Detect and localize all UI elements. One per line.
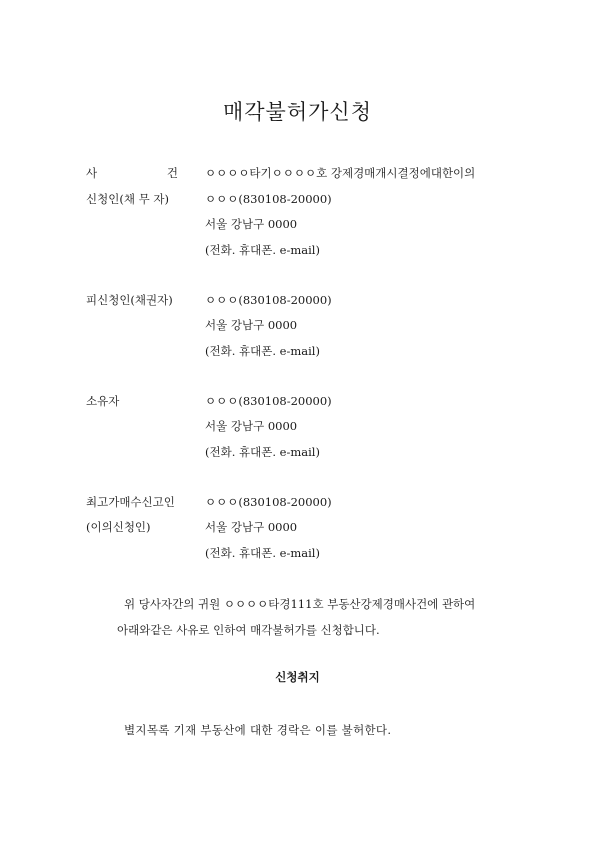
bidder-contact: (전화. 휴대폰. e-mail) <box>205 545 320 560</box>
applicant-contact-row <box>86 237 526 263</box>
respondent-label: 피신청인(채권자) <box>86 292 173 307</box>
bidder-label-secondary: (이의신청인) <box>86 520 151 535</box>
bidder-address-row <box>86 515 526 541</box>
case-row <box>86 160 526 186</box>
applicant-section <box>86 186 526 263</box>
applicant-name: ㅇㅇㅇ(830108-20000) <box>205 191 332 206</box>
owner-name-row <box>86 388 526 414</box>
applicant-address-row <box>86 212 526 238</box>
owner-label: 소유자 <box>86 393 120 408</box>
purpose-text: 별지목록 기재 부동산에 대한 경락은 이를 불허한다. <box>124 723 392 737</box>
owner-address-row <box>86 414 526 440</box>
respondent-address: 서울 강남구 0000 <box>205 318 298 333</box>
owner-name: ㅇㅇㅇ(830108-20000) <box>205 393 332 408</box>
respondent-name-row <box>86 287 526 313</box>
respondent-name: ㅇㅇㅇ(830108-20000) <box>205 292 332 307</box>
respondent-contact: (전화. 휴대폰. e-mail) <box>205 343 320 358</box>
case-label-part-1: 사 <box>86 165 98 180</box>
document-title: 매각불허가신청 <box>222 100 372 124</box>
intro-line-2: 아래와같은 사유로 인하여 매각불허가를 신청합니다. <box>117 623 380 637</box>
case-section <box>86 160 526 186</box>
bidder-name: ㅇㅇㅇ(830108-20000) <box>205 494 332 509</box>
bidder-contact-row <box>86 540 526 566</box>
purpose-heading: 신청취지 <box>275 670 320 684</box>
intro-line-1: 위 당사자간의 귀원 ㅇㅇㅇㅇ타경111호 부동산강제경매사건에 관하여 <box>124 597 476 611</box>
owner-contact-row <box>86 439 526 465</box>
case-label-part-2: 건 <box>166 165 178 180</box>
bidder-label: 최고가매수신고인 <box>86 494 175 509</box>
applicant-contact: (전화. 휴대폰. e-mail) <box>205 242 320 257</box>
bidder-name-row <box>86 489 526 515</box>
owner-section <box>86 388 526 465</box>
applicant-label: 신청인(채 무 자) <box>86 191 169 206</box>
respondent-contact-row <box>86 338 526 364</box>
applicant-name-row <box>86 186 526 212</box>
case-value: ㅇㅇㅇㅇ타기ㅇㅇㅇㅇ호 강제경매개시결정에대한이의 <box>205 165 476 180</box>
bidder-section <box>86 489 526 566</box>
owner-address: 서울 강남구 0000 <box>205 419 298 434</box>
case-label <box>86 165 178 181</box>
respondent-address-row <box>86 313 526 339</box>
bidder-address: 서울 강남구 0000 <box>205 520 298 535</box>
applicant-address: 서울 강남구 0000 <box>205 217 298 232</box>
respondent-section <box>86 287 526 364</box>
owner-contact: (전화. 휴대폰. e-mail) <box>205 444 320 459</box>
